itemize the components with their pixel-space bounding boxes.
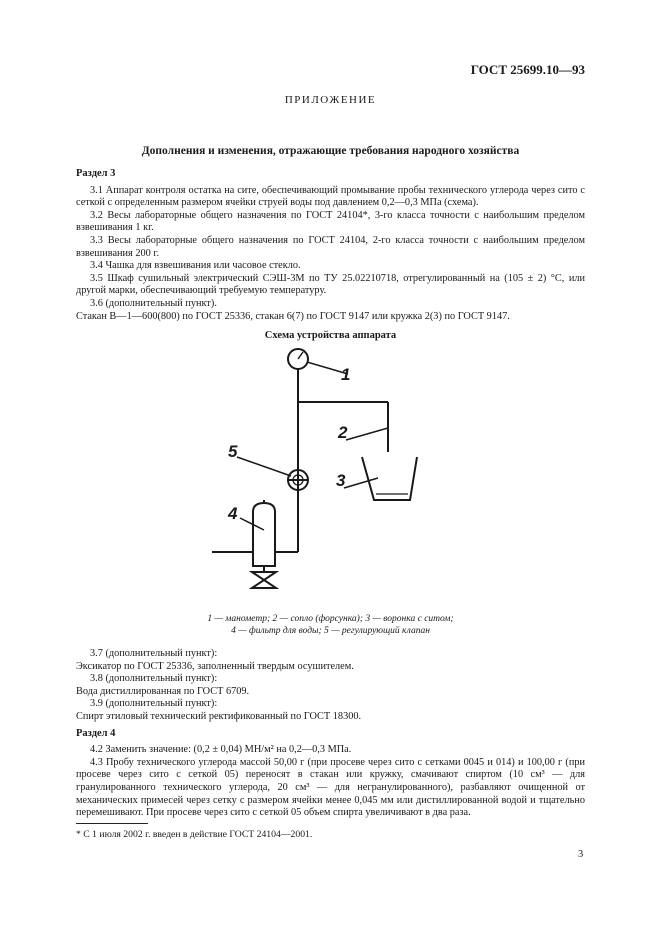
- page-number: 3: [578, 849, 584, 860]
- caption-line-2: 4 — фильтр для воды; 5 — регулирующий клапан: [231, 626, 430, 636]
- diagram-caption: [76, 613, 585, 637]
- item-3-9: 3.9 (дополнительный пункт):: [90, 698, 218, 710]
- paragraph-3-1: 3.1 Аппарат контроля остатка на сите, обеспечивающий промывание пробы технического углерода через сито с сеткой с определенным размером ячейки струей воды под давлением 0,2—0,3 МПа (схема).: [76, 184, 585, 209]
- caption-line-1: 1 — манометр; 2 — сопло (форсунка); 3 — воронка с ситом;: [207, 614, 454, 624]
- item-3-7-text: Эксикатор по ГОСТ 25336, заполненный твердым осушителем.: [76, 660, 354, 672]
- paragraph-3-6: 3.6 (дополнительный пункт).: [90, 297, 217, 309]
- document-id: ГОСТ 25699.10—93: [470, 62, 585, 77]
- page-title: Дополнения и изменения, отражающие требования народного хозяйства: [141, 145, 520, 157]
- paragraph-4-2: 4.2 Заменить значение: (0,2 ± 0,04) МН/м² на 0,2—0,3 МПа.: [90, 744, 352, 756]
- paragraph-3-4: 3.4 Чашка для взвешивания или часовое стекло.: [90, 260, 301, 272]
- appendix-label: ПРИЛОЖЕНИЕ: [284, 94, 377, 106]
- apparatus-diagram: [0, 340, 661, 610]
- item-3-8: 3.8 (дополнительный пункт):: [90, 673, 218, 685]
- paragraph-4-3: 4.3 Пробу технического углерода массой 50,00 г (при просеве через сито с сетками 0045 и 014) и 100,00 г (при просеве через сито с сеткой 05) переносят в стакан или кружку, смачивают спиртом (10 см³ — для гранулированного технического углерода, 20 см³ — для негранулированного), разбавляют очищенной от механических примесей через сетку с размером ячейки менее 0,045 мм или дистиллированной водой и тщательно перемешивают. При просеве через сито с сеткой 05 объем спирта увеличивают в два раза.: [76, 756, 585, 819]
- item-3-7: 3.7 (дополнительный пункт):: [90, 648, 218, 659]
- label-4: 4: [228, 504, 238, 523]
- section-3-block: [76, 168, 585, 323]
- label-1: 1: [341, 365, 351, 384]
- paragraph-3-5: 3.5 Шкаф сушильный электрический СЭШ-3М по ТУ 25.02210718, отрегулированный на (105 ± 2) °С, или другой марки, обеспечивающий требуемую температуру.: [76, 272, 585, 297]
- section-4-heading: Раздел 4: [76, 727, 116, 739]
- schema-title: Схема устройства аппарата: [264, 330, 397, 341]
- label-3: 3: [336, 471, 346, 490]
- paragraph-3-3: 3.3 Весы лабораторные общего назначения по ГОСТ 24104, 2-го класса точности с наибольшим пределом взвешивания 200 г.: [76, 234, 585, 259]
- paragraph-3-6-text: Стакан В—1—600(800) по ГОСТ 25336, стакан 6(7) по ГОСТ 9147 или кружка 2(3) по ГОСТ 9147.: [76, 310, 510, 322]
- label-2: 2: [338, 423, 348, 442]
- footnote-divider: [76, 823, 148, 824]
- item-3-8-text: Вода дистиллированная по ГОСТ 6709.: [76, 685, 250, 697]
- bottom-valve: [252, 572, 276, 588]
- label-5: 5: [228, 442, 238, 461]
- filter-body: [253, 503, 275, 566]
- paragraph-3-2: 3.2 Весы лабораторные общего назначения по ГОСТ 24104*, 3-го класса точности с наибольшим пределом взвешивания 1 кг.: [76, 209, 585, 234]
- section-3-continued: [76, 648, 585, 820]
- section-3-heading: Раздел 3: [76, 168, 116, 179]
- item-3-9-text: Спирт этиловый технический ректификованный по ГОСТ 18300.: [76, 710, 362, 722]
- footnote: * С 1 июля 2002 г. введен в действие ГОСТ 24104—2001.: [76, 829, 313, 840]
